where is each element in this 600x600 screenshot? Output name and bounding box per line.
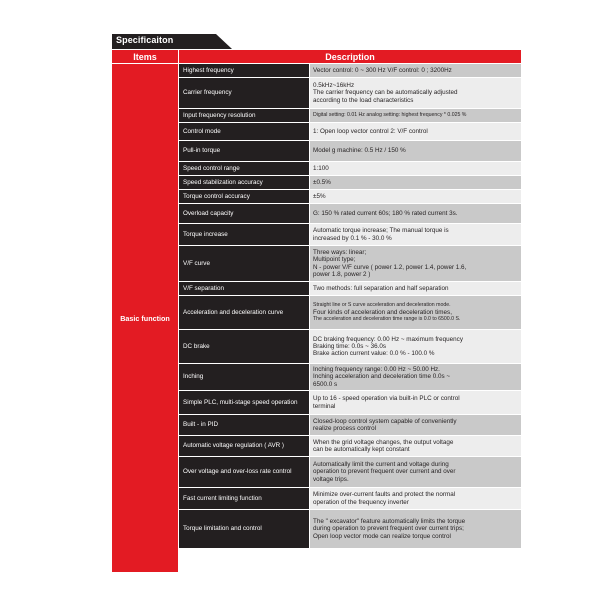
description-line: during operation to prevent frequent over current trips;: [313, 525, 464, 533]
spec-item-description: [310, 190, 521, 203]
table-row: [179, 224, 521, 245]
section-title: Specificaiton: [116, 35, 174, 45]
spec-item-label: V/F curve: [179, 246, 309, 281]
description-line: Automatic torque increase; The manual torque is: [313, 227, 449, 235]
description-line: Up to 16 - speed operation via built-in PLC or control: [313, 395, 460, 403]
spec-item-description: [310, 176, 521, 189]
spec-item-label: Torque control accuracy: [179, 190, 309, 203]
description-line: The acceleration and deceleration time range is 0.0 to 6500.0 S.: [313, 316, 461, 323]
spec-sheet: [112, 34, 521, 572]
table-row: [179, 141, 521, 161]
table-row: [179, 364, 521, 390]
description-line: Inching frequency range: 0.00 Hz ~ 50.00 Hz.: [313, 366, 440, 374]
description-line: Model g machine: 0.5 Hz / 150 %: [313, 147, 406, 155]
table-row: [179, 123, 521, 140]
spec-item-label: Simple PLC, multi-stage speed operation: [179, 391, 309, 414]
spec-item-label: Torque increase: [179, 224, 309, 245]
description-line: Straight line or S curve acceleration and deceleration mode.: [313, 302, 451, 309]
description-line: Digital setting: 0.01 Hz analog setting: highest frequency * 0.025 %: [313, 112, 467, 119]
spec-item-label: Built - in PID: [179, 415, 309, 435]
description-line: power 1.8, power 2 ): [313, 270, 371, 278]
spec-item-description: [310, 436, 521, 456]
description-line: When the grid voltage changes, the output voltage: [313, 438, 454, 446]
description-line: Open loop vector mode can realize torque control: [313, 532, 451, 540]
spec-item-description: [310, 141, 521, 161]
description-line: Multipoint type;: [313, 256, 356, 264]
spec-item-description: [310, 415, 521, 435]
description-line: Closed-loop control system capable of conveniently: [313, 417, 457, 425]
description-line: Three ways: linear;: [313, 249, 367, 257]
section-tab: [112, 34, 234, 49]
table-row: [179, 64, 521, 77]
description-line: The " excavator" feature automatically limits the torque: [313, 518, 466, 526]
description-line: according to the load characteristics: [313, 96, 414, 104]
spec-item-description: [310, 78, 521, 108]
description-line: 6500.0 s: [313, 380, 338, 388]
table-row: [179, 457, 521, 487]
spec-rows: [179, 64, 521, 572]
spec-item-description: [310, 391, 521, 414]
table-row: [179, 162, 521, 175]
category-cell: Basic function: [112, 64, 178, 572]
spec-item-description: [310, 488, 521, 509]
spec-item-label: Carrier frequency: [179, 78, 309, 108]
spec-item-label: Control mode: [179, 123, 309, 140]
table-row: [179, 246, 521, 281]
table-row: [179, 436, 521, 456]
table-row: [179, 176, 521, 189]
description-line: Four kinds of acceleration and deceleration times,: [313, 308, 452, 316]
spec-item-label: Inching: [179, 364, 309, 390]
spec-item-description: [310, 64, 521, 77]
spec-item-description: [310, 246, 521, 281]
spec-item-label: Highest frequency: [179, 64, 309, 77]
table-row: [179, 190, 521, 203]
description-line: G: 150 % rated current 60s; 180 % rated current 3s.: [313, 209, 458, 217]
table-row: [179, 510, 521, 548]
table-row: [179, 78, 521, 108]
spec-item-label: Pull-in torque: [179, 141, 309, 161]
spec-item-description: [310, 204, 521, 223]
spec-item-description: [310, 296, 521, 329]
spec-item-label: Fast current limiting function: [179, 488, 309, 509]
description-line: can be automatically kept constant: [313, 446, 410, 453]
spec-item-label: Input frequency resolution: [179, 109, 309, 122]
spec-item-label: Acceleration and deceleration curve: [179, 296, 309, 329]
header-items: Items: [112, 50, 178, 63]
spec-item-description: [310, 330, 521, 363]
spec-item-label: Overload capacity: [179, 204, 309, 223]
table-row: [179, 391, 521, 414]
description-line: Inching acceleration and deceleration time 0.0s ~: [313, 373, 451, 381]
table-row: [179, 204, 521, 223]
description-line: The carrier frequency can be automatically adjusted: [313, 89, 458, 97]
table-row: [179, 282, 521, 295]
description-line: 0.5kHz~16kHz: [313, 82, 355, 90]
table-row: [179, 296, 521, 329]
description-line: Automatically limit the current and voltage during: [313, 461, 449, 469]
spec-item-label: Torque limitation and control: [179, 510, 309, 548]
description-line: Brake action current value: 0.0 % - 100.0 %: [313, 350, 435, 358]
description-line: Vector control: 0 ~ 300 Hz V/F control: 0 ; 3200Hz: [313, 66, 452, 74]
description-line: operation of the frequency inverter: [313, 498, 409, 506]
description-line: realize process control: [313, 425, 376, 432]
table-row: [179, 488, 521, 509]
spec-item-label: Speed stabilization accuracy: [179, 176, 309, 189]
table-row: [179, 330, 521, 363]
description-line: Minimize over-current faults and protect the normal: [313, 491, 456, 499]
spec-item-description: [310, 282, 521, 295]
spec-item-label: Speed control range: [179, 162, 309, 175]
spec-item-description: [310, 224, 521, 245]
description-line: N - power V/F curve ( power 1.2, power 1.4, power 1.6,: [313, 263, 467, 271]
table-row: [179, 415, 521, 435]
table-header: [112, 50, 521, 63]
description-line: Two methods: full separation and half separation: [313, 284, 449, 292]
description-line: Braking time: 0.0s ~ 36.0s: [313, 342, 386, 350]
description-line: ±5%: [313, 192, 326, 200]
spec-item-description: [310, 510, 521, 548]
spec-item-description: [310, 109, 521, 122]
description-line: voltage trips.: [313, 475, 349, 483]
spec-item-description: [310, 364, 521, 390]
table-row: [179, 109, 521, 122]
description-line: increased by 0.1 % - 30.0 %: [313, 234, 392, 242]
description-line: DC braking frequency: 0.00 Hz ~ maximum frequency: [313, 335, 463, 343]
spec-item-label: Automatic voltage regulation ( AVR ): [179, 436, 309, 456]
description-line: ±0.5%: [313, 178, 331, 186]
description-line: 1:100: [313, 164, 329, 172]
spec-item-description: [310, 123, 521, 140]
description-line: operation to prevent frequent over current and over: [313, 468, 456, 476]
spec-item-label: DC brake: [179, 330, 309, 363]
spec-item-label: V/F separation: [179, 282, 309, 295]
spec-item-description: [310, 162, 521, 175]
spec-item-description: [310, 457, 521, 487]
header-description: Description: [179, 50, 521, 63]
spec-item-label: Over voltage and over-loss rate control: [179, 457, 309, 487]
description-line: terminal: [313, 402, 336, 410]
description-line: 1: Open loop vector control 2: V/F control: [313, 127, 428, 135]
table-body: [112, 64, 521, 572]
